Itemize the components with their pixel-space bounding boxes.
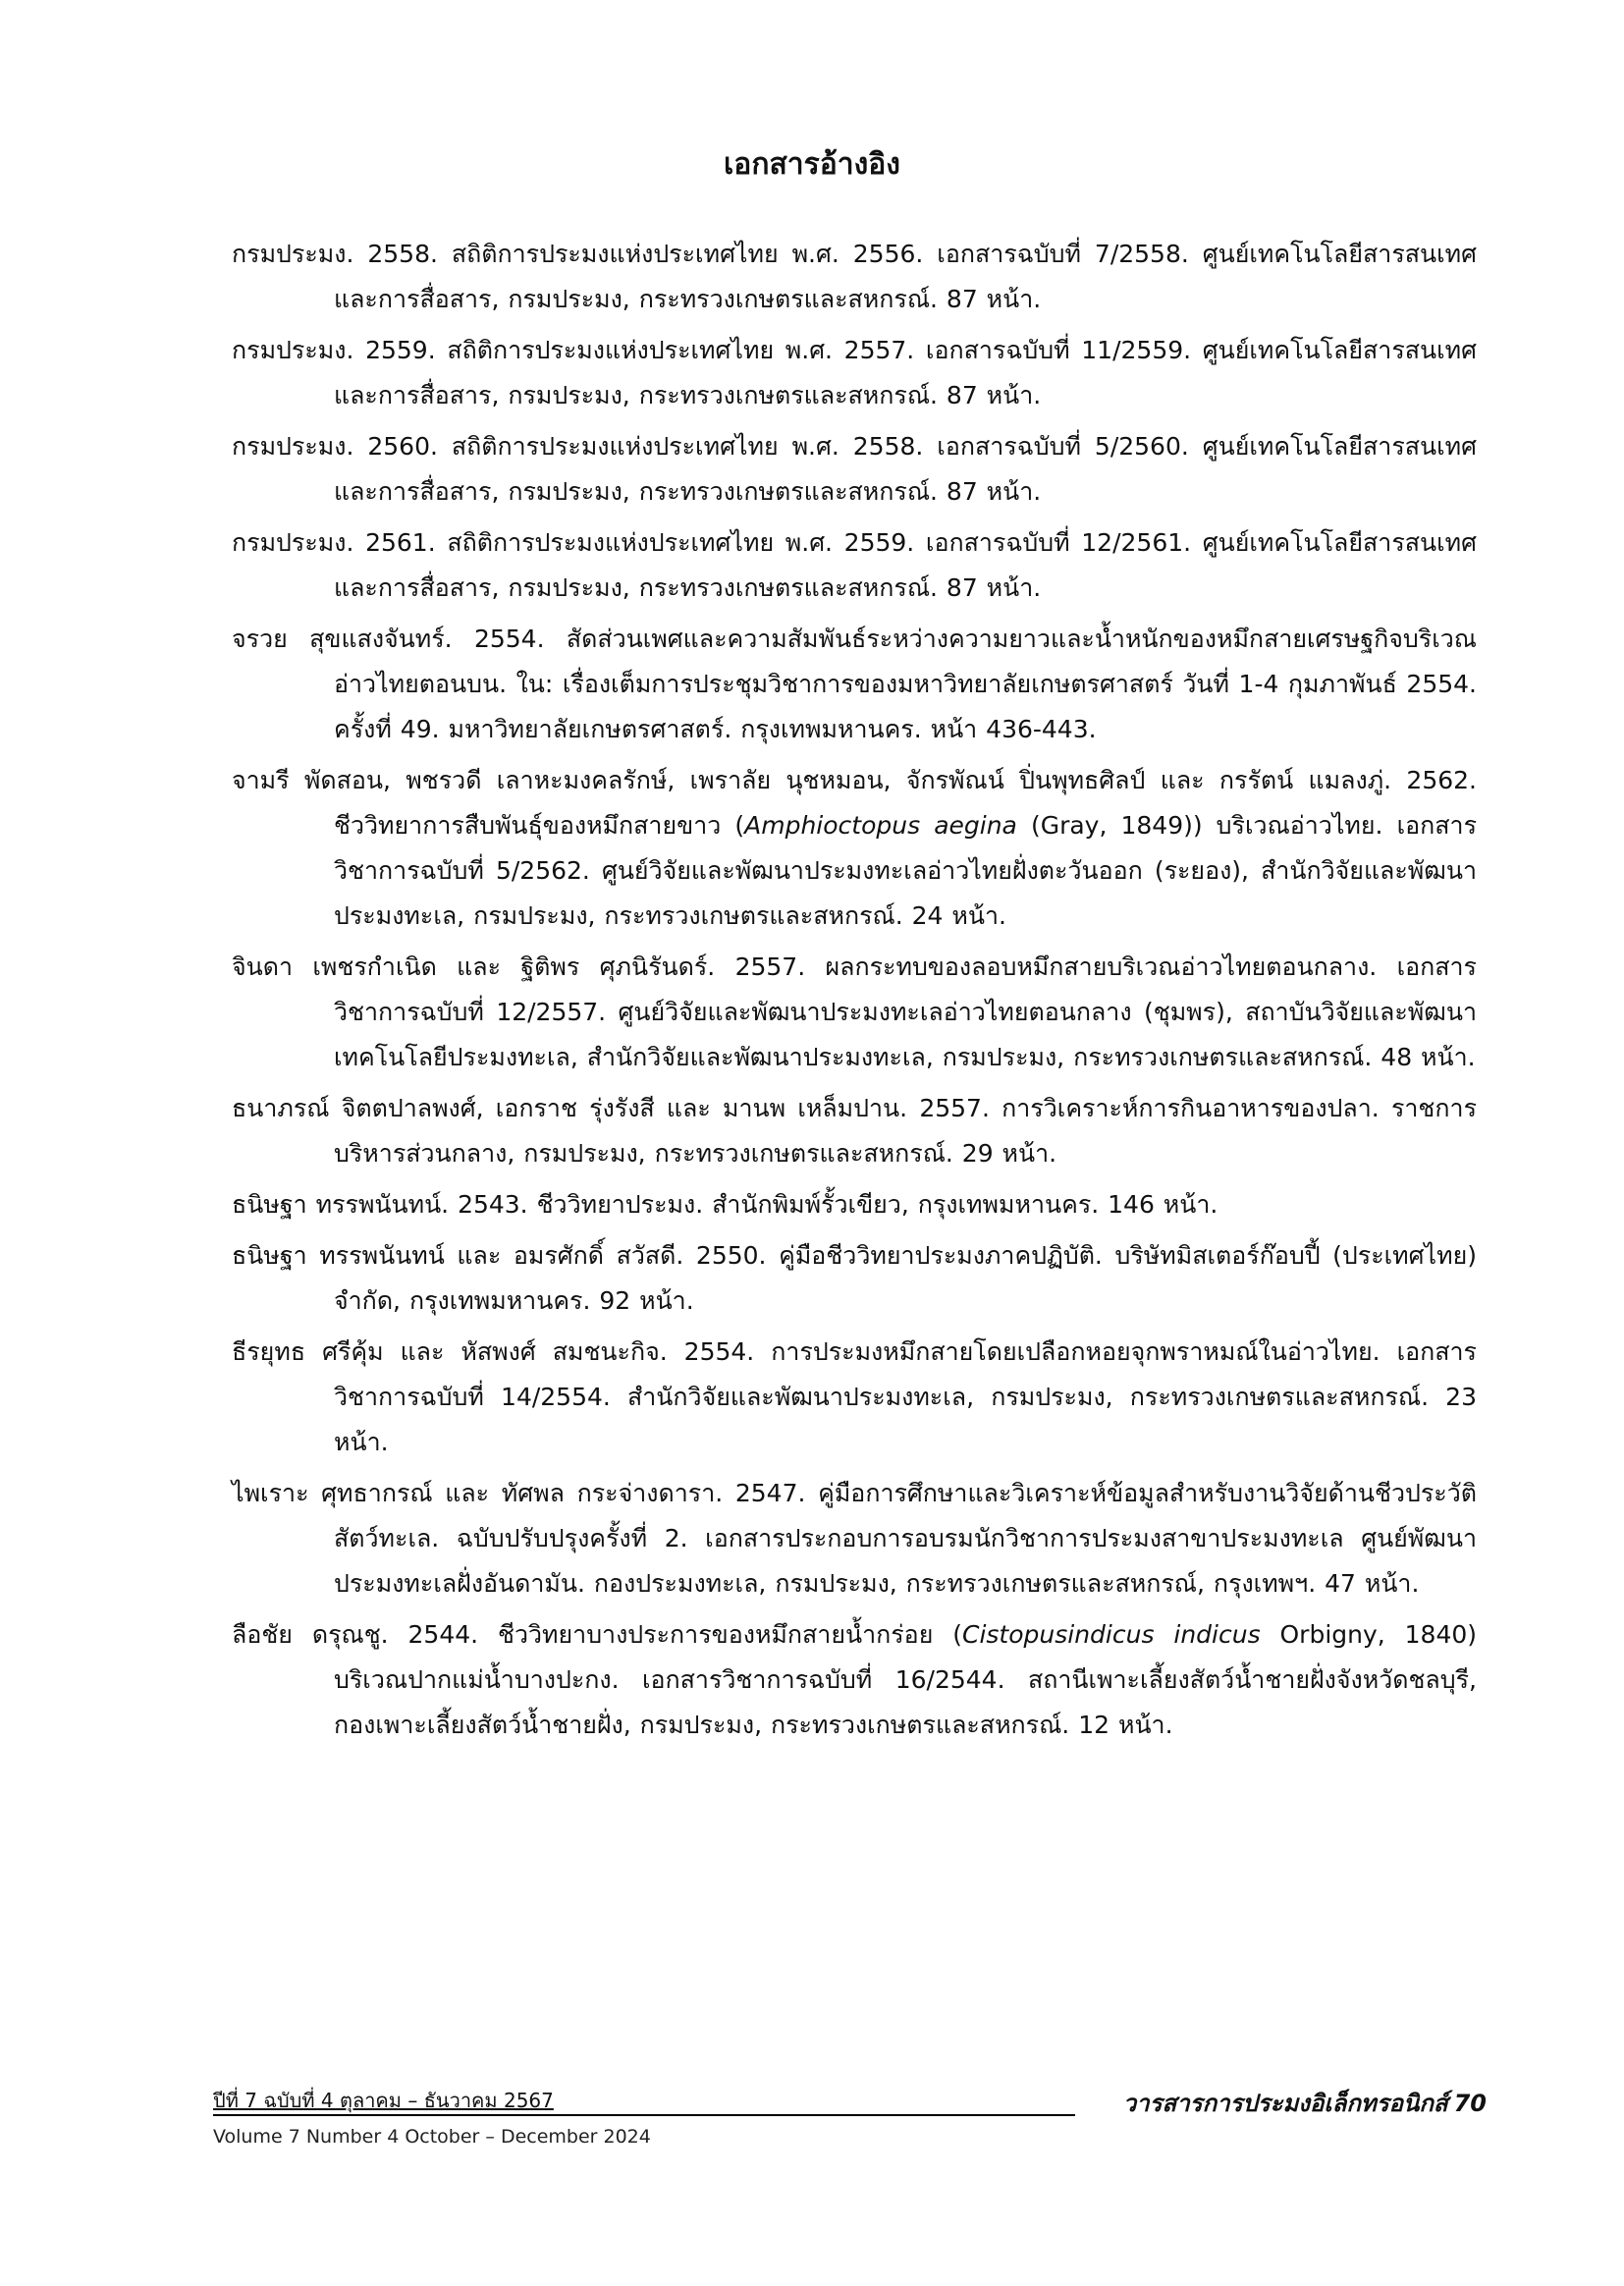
reference-entry	[232, 1233, 1477, 1324]
reference-text: กรมประมง. 2558. สถิติการประมงแห่งประเทศไทย พ.ศ. 2556. เอกสารฉบับที่ 7/2558. ศูนย์เทคโนโลยีสารสนเทศและการสื่อสาร, กรมประมง, กระทรวงเกษตรและสหกรณ์. 87 หน้า.	[232, 240, 1477, 313]
reference-entry	[232, 1612, 1477, 1748]
page-number: 70	[1453, 2090, 1487, 2117]
reference-entry	[232, 424, 1477, 515]
reference-text: Orbigny, 1840) บริเวณปากแม่น้ำบางปะกง. เอกสารวิชาการฉบับที่ 16/2544. สถานีเพาะเลี้ยงสัตว์น้ำชายฝั่งจังหวัดชลบุรี, กองเพาะเลี้ยงสัตว์น้ำชายฝั่ง, กรมประมง, กระทรวงเกษตรและสหกรณ์. 12 หน้า.	[334, 1620, 1478, 1739]
reference-text: ลือชัย ดรุณชู. 2544. ชีววิทยาบางประการของหมึกสายน้ำกร่อย (	[232, 1620, 962, 1649]
reference-entry	[232, 617, 1477, 752]
reference-text: ธีรยุทธ ศรีคุ้ม และ หัสพงศ์ สมชนะกิจ. 2554. การประมงหมึกสายโดยเปลือกหอยจุกพราหมณ์ในอ่าวไทย. เอกสารวิชาการฉบับที่ 14/2554. สำนักวิจัยและพัฒนาประมงทะเล, กรมประมง, กระทรวงเกษตรและสหกรณ์. 23 หน้า.	[232, 1337, 1477, 1456]
reference-entry	[232, 328, 1477, 418]
reference-text: จินดา เพชรกำเนิด และ ฐิติพร ศุภนิรันดร์. 2557. ผลกระทบของลอบหมึกสายบริเวณอ่าวไทยตอนกลาง. เอกสารวิชาการฉบับที่ 12/2557. ศูนย์วิจัยและพัฒนาประมงทะเลอ่าวไทยตอนกลาง (ชุมพร), สถาบันวิจัยและพัฒนาเทคโนโลยีประมงทะเล, สำนักวิจัยและพัฒนาประมงทะเล, กรมประมง, กระทรวงเกษตรและสหกรณ์. 48 หน้า.	[232, 952, 1477, 1071]
journal-name: วารสารการประมงอิเล็กทรอนิกส์	[1122, 2090, 1448, 2117]
footer-divider	[213, 2114, 1075, 2116]
reference-text: ธนิษฐา ทรรพนันทน์ และ อมรศักดิ์ สวัสดี. 2550. คู่มือชีววิทยาประมงภาคปฏิบัติ. บริษัทมิสเตอร์ก๊อบปี้ (ประเทศไทย) จำกัด, กรุงเทพมหานคร. 92 หน้า.	[232, 1241, 1477, 1315]
footer-issue-thai: ปีที่ 7 ฉบับที่ 4 ตุลาคม – ธันวาคม 2567	[213, 2089, 554, 2112]
reference-text: กรมประมง. 2559. สถิติการประมงแห่งประเทศไทย พ.ศ. 2557. เอกสารฉบับที่ 11/2559. ศูนย์เทคโนโลยีสารสนเทศและการสื่อสาร, กรมประมง, กระทรวงเกษตรและสหกรณ์. 87 หน้า.	[232, 336, 1477, 409]
species-name: Amphioctopus aegina	[744, 811, 1017, 840]
reference-entry	[232, 1471, 1477, 1606]
footer-issue-english: Volume 7 Number 4 October – December 2024	[213, 2126, 651, 2148]
species-name: Cistopusindicus indicus	[962, 1620, 1261, 1649]
reference-entry	[232, 758, 1477, 939]
reference-text: ธนาภรณ์ จิตตปาลพงศ์, เอกราช รุ่งรังสี และ มานพ เหล็มปาน. 2557. การวิเคราะห์การกินอาหารของปลา. ราชการบริหารส่วนกลาง, กรมประมง, กระทรวงเกษตรและสหกรณ์. 29 หน้า.	[232, 1094, 1477, 1168]
reference-text: ไพเราะ ศุทธากรณ์ และ ทัศพล กระจ่างดารา. 2547. คู่มือการศึกษาและวิเคราะห์ข้อมูลสำหรับงานวิจัยด้านชีวประวัติสัตว์ทะเล. ฉบับปรับปรุงครั้งที่ 2. เอกสารประกอบการอบรมนักวิชาการประมงสาขาประมงทะเล ศูนย์พัฒนาประมงทะเลฝั่งอันดามัน. กองประมงทะเล, กรมประมง, กระทรวงเกษตรและสหกรณ์, กรุงเทพฯ. 47 หน้า.	[232, 1479, 1477, 1598]
reference-entry	[232, 945, 1477, 1080]
reference-text: กรมประมง. 2560. สถิติการประมงแห่งประเทศไทย พ.ศ. 2558. เอกสารฉบับที่ 5/2560. ศูนย์เทคโนโลยีสารสนเทศและการสื่อสาร, กรมประมง, กระทรวงเกษตรและสหกรณ์. 87 หน้า.	[232, 432, 1477, 506]
section-heading: เอกสารอ้างอิง	[724, 147, 900, 182]
reference-list	[232, 232, 1477, 1754]
reference-text: จามรี พัดสอน, พชรวดี เลาหะมงคลรักษ์, เพราลัย นุชหมอน, จักรพัณน์ ปิ่นพุทธศิลป์ และ กรรัตน์ แมลงภู่. 2562. ชีววิทยาการสืบพันธุ์ของหมึกสายขาว (	[232, 766, 1477, 840]
reference-text: ธนิษฐา ทรรพนันทน์. 2543. ชีววิทยาประมง. สำนักพิมพ์รั้วเขียว, กรุงเทพมหานคร. 146 หน้า.	[232, 1190, 1218, 1219]
footer-journal	[1123, 2088, 1487, 2119]
reference-text: (Gray, 1849)) บริเวณอ่าวไทย. เอกสารวิชาการฉบับที่ 5/2562. ศูนย์วิจัยและพัฒนาประมงทะเลอ่าวไทยฝั่งตะวันออก (ระยอง), สำนักวิจัยและพัฒนาประมงทะเล, กรมประมง, กระทรวงเกษตรและสหกรณ์. 24 หน้า.	[334, 811, 1477, 930]
reference-entry	[232, 1330, 1477, 1465]
reference-entry	[232, 1182, 1477, 1227]
reference-entry	[232, 232, 1477, 322]
reference-entry	[232, 520, 1477, 611]
reference-text: กรมประมง. 2561. สถิติการประมงแห่งประเทศไทย พ.ศ. 2559. เอกสารฉบับที่ 12/2561. ศูนย์เทคโนโลยีสารสนเทศและการสื่อสาร, กรมประมง, กระทรวงเกษตรและสหกรณ์. 87 หน้า.	[232, 528, 1477, 602]
reference-text: จรวย สุขแสงจันทร์. 2554. สัดส่วนเพศและความสัมพันธ์ระหว่างความยาวและน้ำหนักของหมึกสายเศรษฐกิจบริเวณอ่าวไทยตอนบน. ใน: เรื่องเต็มการประชุมวิชาการของมหาวิทยาลัยเกษตรศาสตร์ วันที่ 1-4 กุมภาพันธ์ 2554. ครั้งที่ 49. มหาวิทยาลัยเกษตรศาสตร์. กรุงเทพมหานคร. หน้า 436-443.	[232, 625, 1477, 743]
reference-entry	[232, 1086, 1477, 1176]
